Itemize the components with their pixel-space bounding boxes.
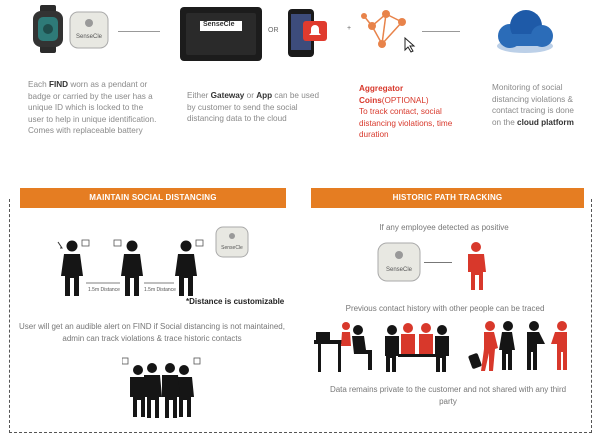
crowd-figures <box>122 356 202 420</box>
phone-alert-icon <box>287 9 331 59</box>
positive-detected-text: If any employee detected as positive <box>379 223 509 232</box>
connector-line-1 <box>118 31 160 32</box>
find-tag-icon <box>214 225 250 259</box>
svg-text:SenseCle: SenseCle <box>75 34 103 40</box>
arrow-to-positive <box>424 262 452 263</box>
positive-employee-figure <box>462 241 490 291</box>
privacy-text: Data remains private to the customer and not shared with any third party <box>329 385 567 406</box>
step4-caption: Monitoring of social distancing violations & contact tracing is done on the cloud platform <box>492 83 574 127</box>
or-label: OR <box>268 27 279 34</box>
step1-caption: Each FIND worn as a pendant or badge or carried by the user has a unique ID which is locked to the user to help in unique identification. Comes with replaceable battery <box>28 80 157 135</box>
distance-label-1: 1.5m Distance <box>88 287 120 293</box>
gateway-brand: SenseCle <box>203 21 235 28</box>
aggregator-network-icon <box>360 6 420 54</box>
svg-text:SenseCle: SenseCle <box>221 245 243 251</box>
distance-customizable-note: *Distance is customizable <box>186 297 285 306</box>
cloud-icon <box>492 6 558 56</box>
find-device-icons <box>30 5 112 53</box>
step2-caption: Either Gateway or App can be used by customer to send the social distancing data to the cloud <box>187 91 320 123</box>
historic-tracking-header: HISTORIC PATH TRACKING <box>311 188 584 208</box>
connector-line-2 <box>422 31 460 32</box>
gateway-icon <box>178 5 264 63</box>
plus-sign: + <box>347 25 352 32</box>
smartwatch-icon <box>30 5 112 53</box>
step3-caption: Aggregator Coins(OPTIONAL) To track contact, social distancing violations, time duration <box>359 84 453 139</box>
contact-history-figures <box>312 318 582 376</box>
svg-text:SenseCle: SenseCle <box>385 267 413 273</box>
maintain-distancing-header: MAINTAIN SOCIAL DISTANCING <box>20 188 286 208</box>
history-traced-text: Previous contact history with other people can be traced <box>345 304 545 313</box>
find-tag-icon-2 <box>376 241 422 283</box>
distance-label-2: 1.5m Distance <box>144 287 176 293</box>
alert-description: User will get an audible alert on FIND if Social distancing is not maintained, admin can track violations & trace historic contacts <box>19 322 285 343</box>
